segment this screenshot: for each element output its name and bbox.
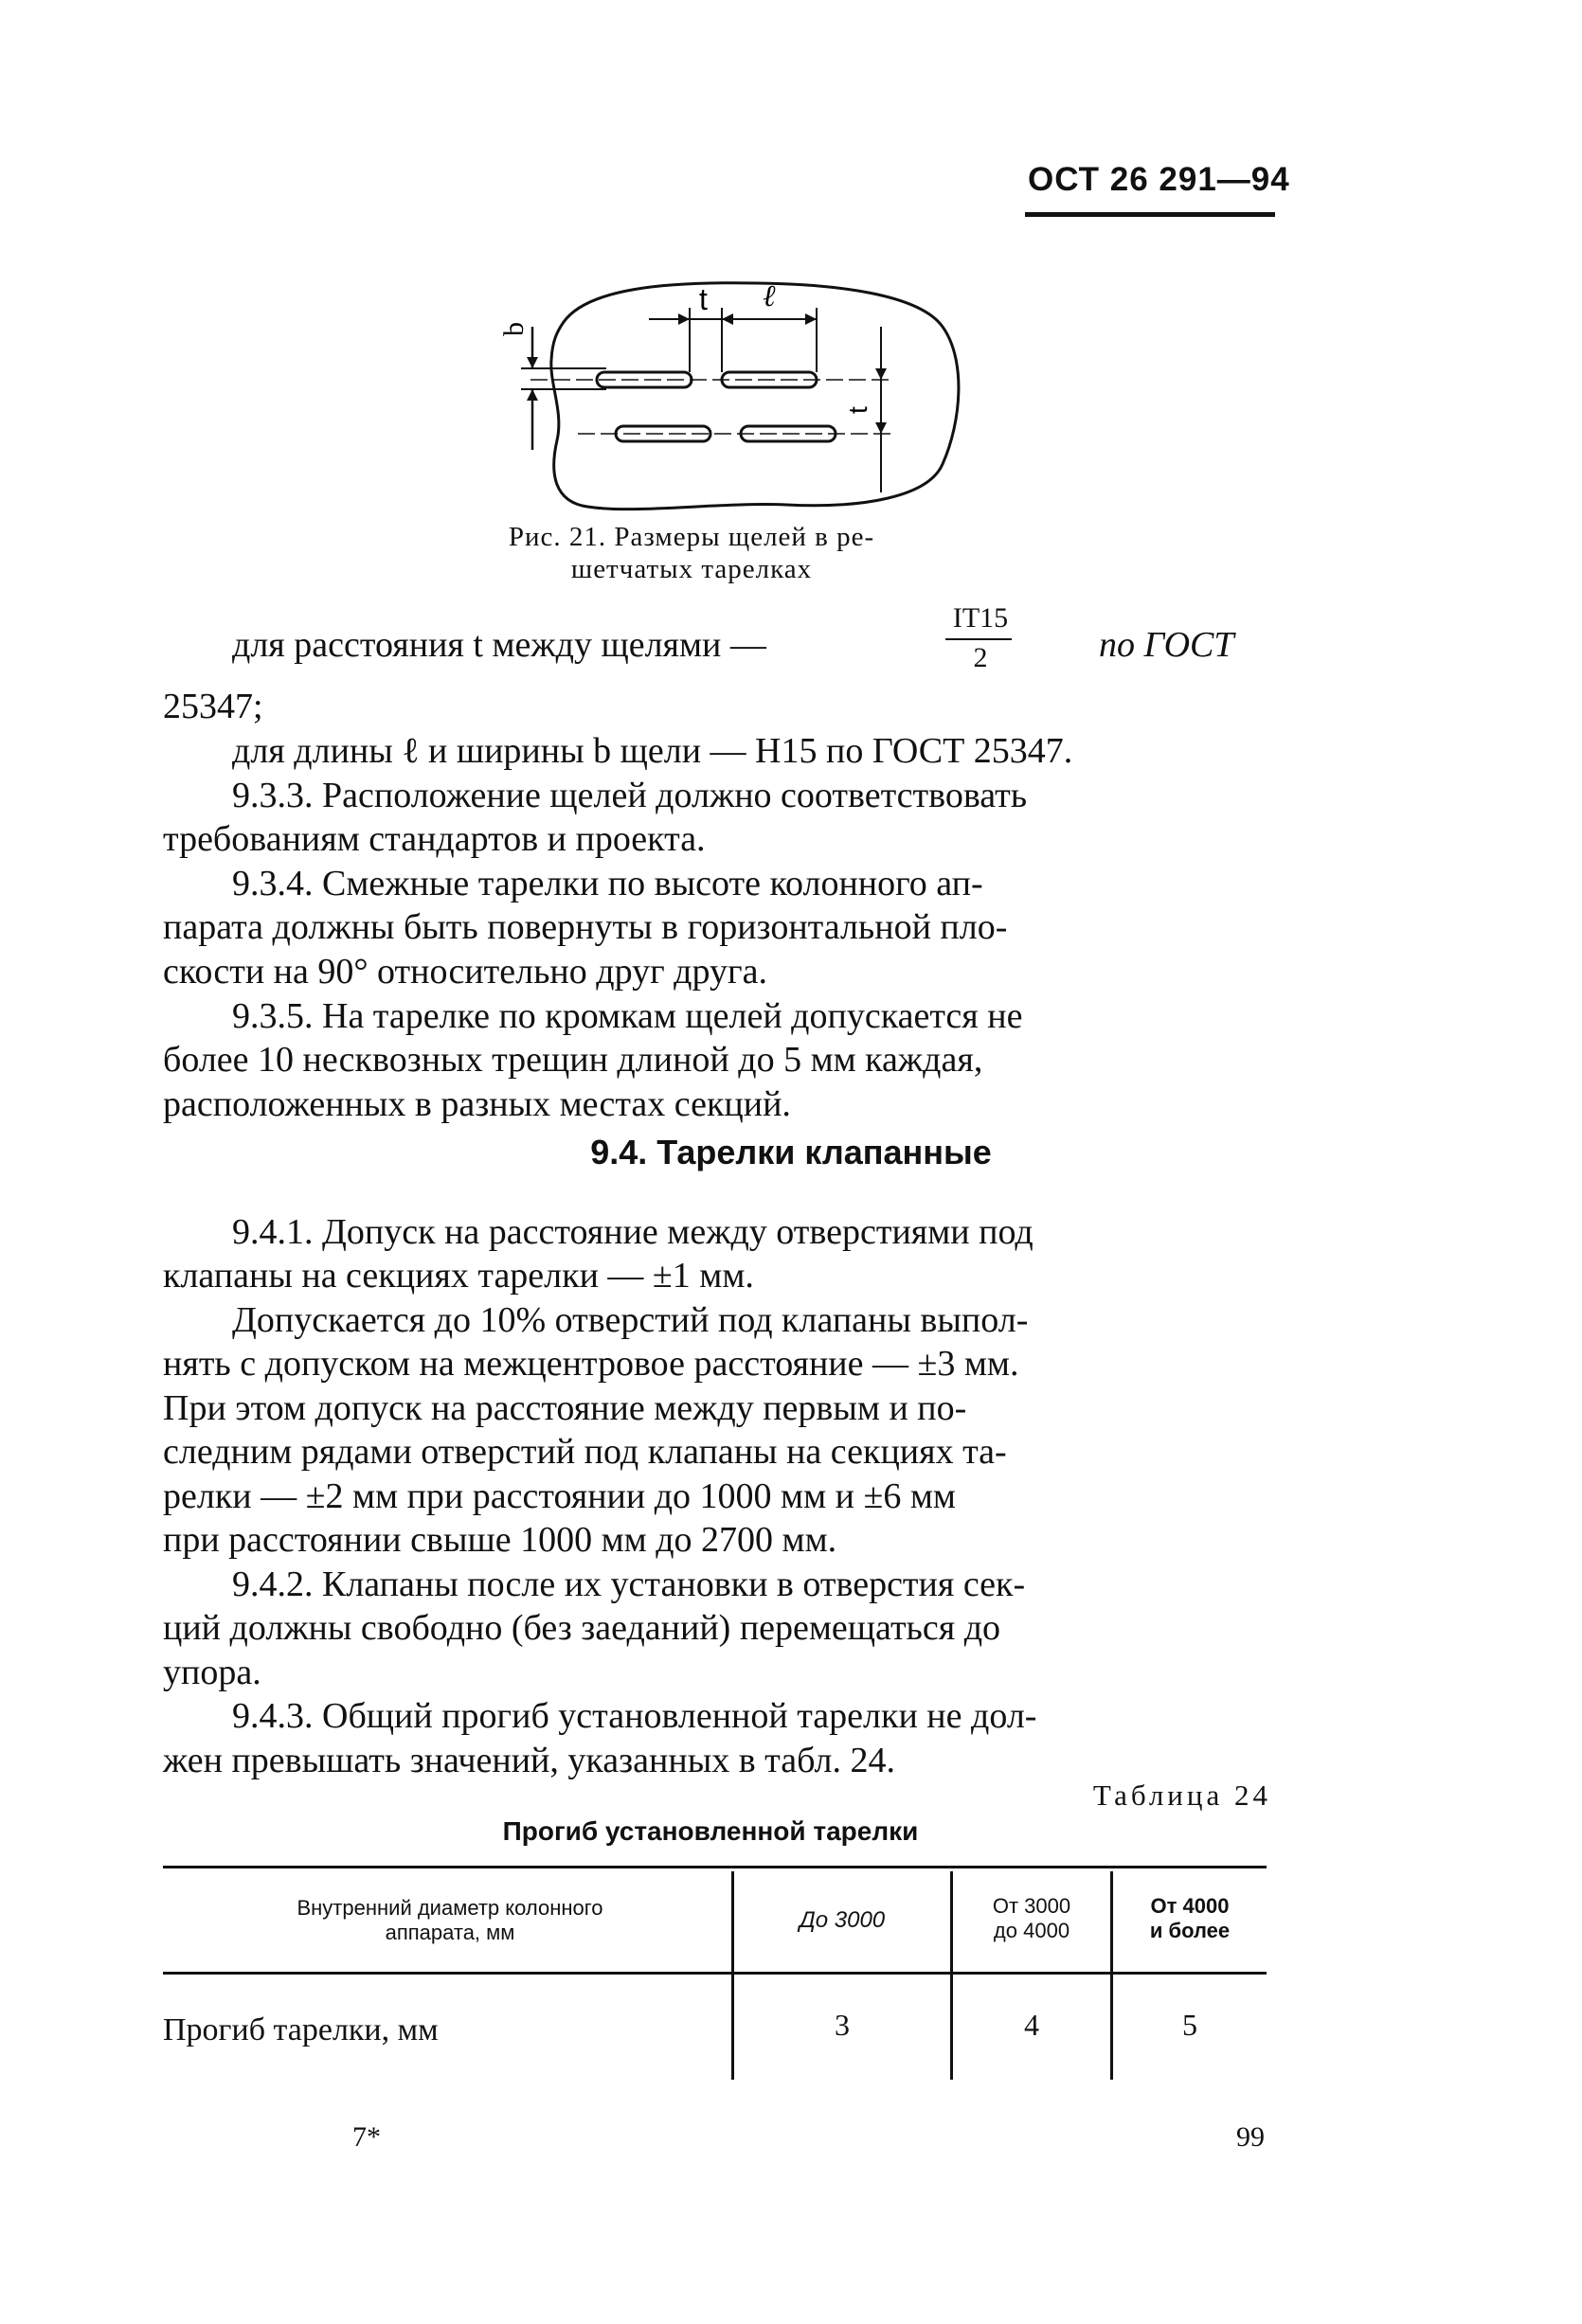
text-line: 9.4.3. Общий прогиб установленной тарелки не дол-: [232, 1696, 1037, 1736]
fraction-denominator: 2: [973, 642, 988, 673]
text-line: 9.3.5. На тарелке по кромкам щелей допускается не: [232, 996, 1023, 1036]
table-title: Прогиб установленной тарелки: [502, 1816, 919, 1846]
table-cell-value: 4: [1024, 2008, 1039, 2042]
text-line: 9.4.2. Клапаны после их установки в отверстия сек-: [232, 1564, 1026, 1604]
header-rule: [1025, 212, 1275, 217]
text-line: ций должны свободно (без заеданий) перемещаться до: [163, 1608, 1001, 1648]
slot-dimensions-figure: [474, 270, 985, 516]
plate-outline: [551, 283, 959, 509]
text-line: клапаны на секциях тарелки — ±1 мм.: [163, 1256, 754, 1296]
table-header-col2: До 3000: [799, 1907, 886, 1933]
table-label: Таблица 24: [1092, 1779, 1271, 1812]
text-line: 9.3.3. Расположение щелей должно соответствовать: [232, 776, 1028, 815]
section-heading: 9.4. Тарелки клапанные: [590, 1133, 992, 1171]
page-number: 99: [1236, 2121, 1265, 2153]
text-line: расположенных в разных местах секций.: [163, 1084, 791, 1124]
text-line: 9.4.1. Допуск на расстояние между отверстиями под: [232, 1212, 1034, 1252]
text-line: для длины ℓ и ширины b щели — Н15 по ГОСТ 25347.: [232, 731, 1073, 771]
text-line: нять с допуском на межцентровое расстояние — ±3 мм.: [163, 1344, 1019, 1384]
text-line: парата должны быть повернуты в горизонтальной пло-: [163, 907, 1008, 947]
figure-caption: Рис. 21. Размеры щелей в ре- шетчатых тарелках: [508, 522, 875, 584]
text-line: упора.: [163, 1653, 261, 1692]
document-code: ОСТ 26 291—94: [1028, 161, 1290, 198]
text-line: 25347;: [163, 687, 263, 726]
table-header-col4: От 4000 и более: [1149, 1894, 1231, 1942]
text-line: релки — ±2 мм при расстоянии до 1000 мм и ±6 мм: [163, 1476, 956, 1516]
label-t-top: t: [699, 282, 708, 316]
table-cell-value: 5: [1182, 2008, 1197, 2042]
text-line: более 10 несквозных трещин длиной до 5 мм каждая,: [163, 1040, 983, 1080]
table-top-rule: [163, 1866, 1267, 1868]
label-b: b: [498, 322, 530, 336]
text-line: при расстоянии свыше 1000 мм до 2700 мм.: [163, 1520, 837, 1560]
table-row-label: Прогиб тарелки, мм: [163, 2012, 439, 2047]
text-line: для расстояния t между щелями —: [232, 625, 766, 665]
text-line: скости на 90° относительно друг друга.: [163, 952, 767, 992]
label-t-right: t: [843, 406, 872, 414]
text-line: При этом допуск на расстояние между первым и по-: [163, 1388, 967, 1428]
table-header-col3: От 3000 до 4000: [992, 1894, 1071, 1942]
label-l: ℓ: [763, 278, 776, 313]
text-line: по ГОСТ: [1099, 625, 1234, 665]
text-line: 9.3.4. Смежные тарелки по высоте колонного ап-: [232, 864, 983, 903]
text-line: следним рядами отверстий под клапаны на секциях та-: [163, 1432, 1007, 1472]
table-col-divider: [731, 1871, 734, 2080]
fraction-bar: [945, 638, 1012, 640]
table-cell-value: 3: [835, 2008, 850, 2042]
table-header-rule: [163, 1972, 1267, 1975]
fraction-numerator: IT15: [952, 602, 1009, 634]
text-line: жен превышать значений, указанных в табл. 24.: [163, 1741, 895, 1780]
footer-signature-mark: 7*: [352, 2121, 381, 2153]
table-header-diameter: Внутренний диаметр колонного аппарата, мм: [297, 1896, 603, 1944]
text-line: Допускается до 10% отверстий под клапаны выпол-: [232, 1300, 1029, 1340]
text-line: требованиям стандартов и проекта.: [163, 819, 706, 859]
